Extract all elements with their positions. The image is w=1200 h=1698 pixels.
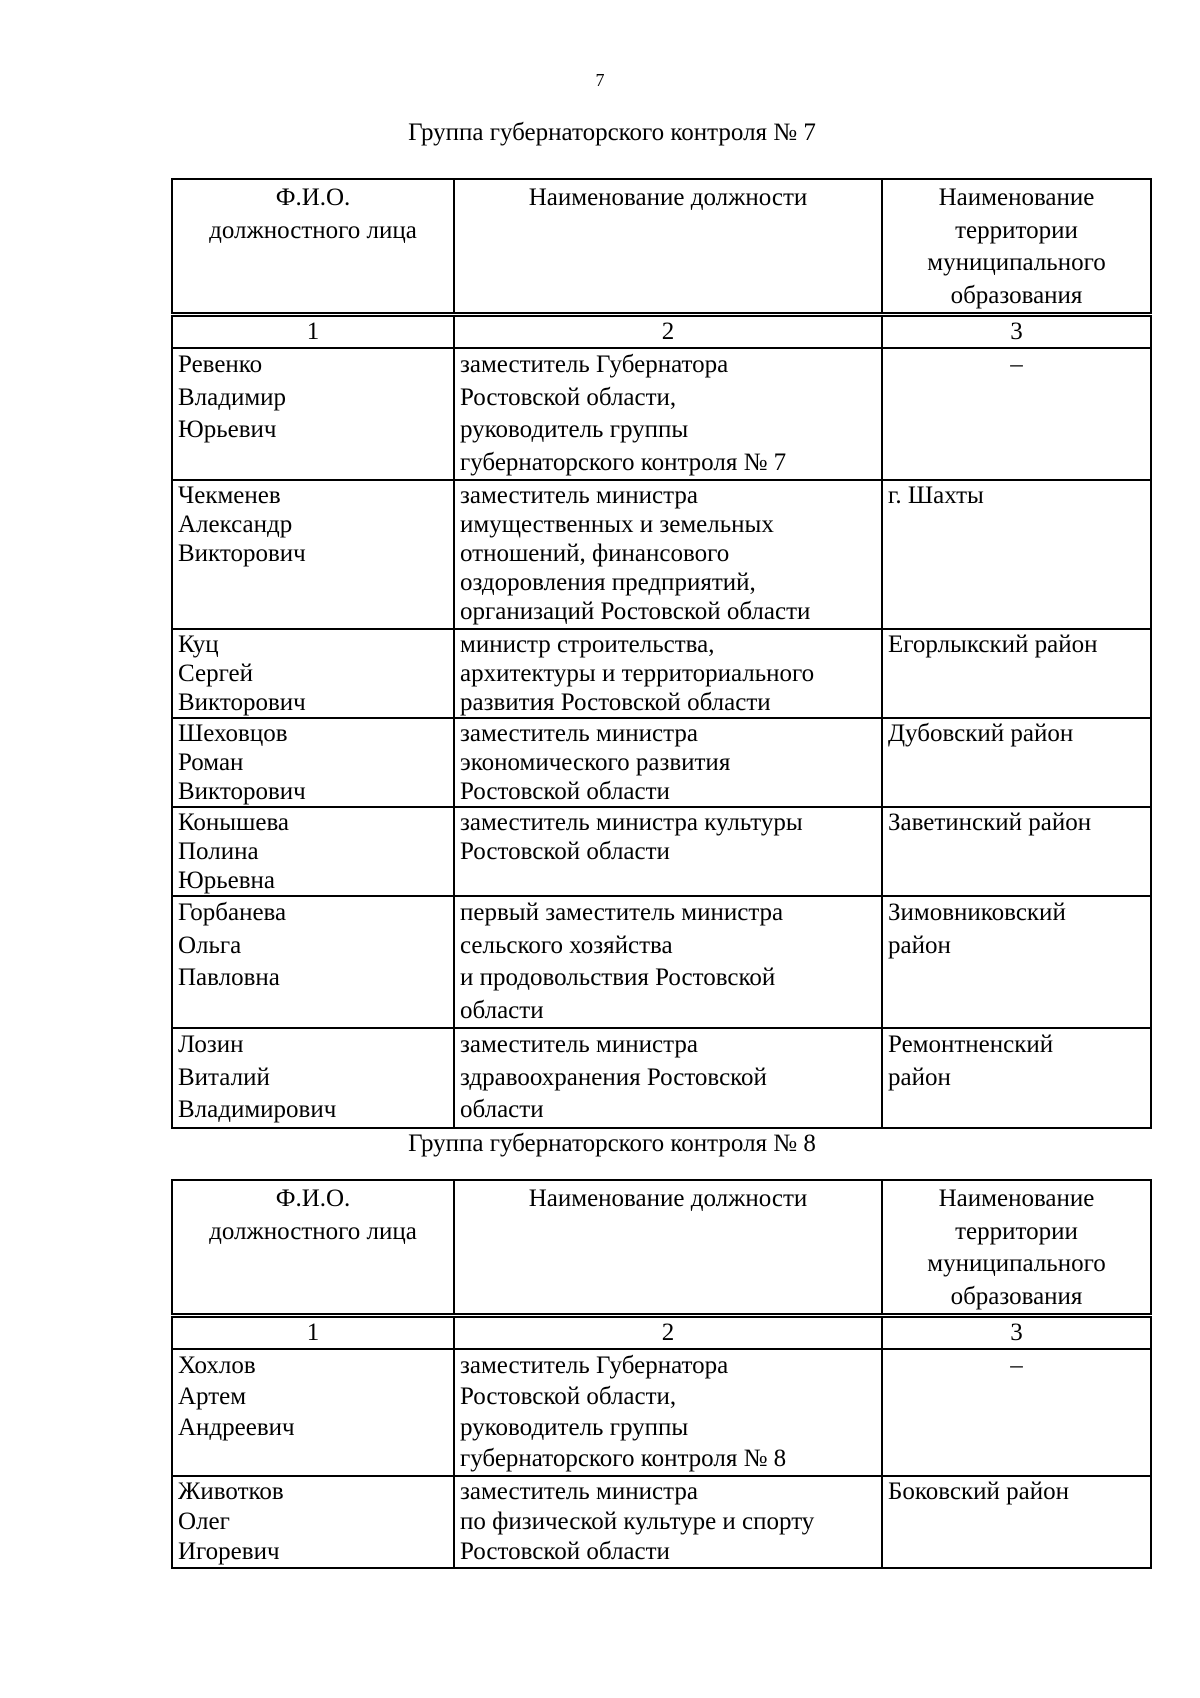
official-name-cell: Животков Олег Игоревич [172, 1476, 454, 1568]
territory-cell: – [882, 1349, 1151, 1476]
position-cell: заместитель министра культуры Ростовской области [454, 807, 882, 896]
territory-cell: Дубовский район [882, 718, 1151, 807]
column-number-row [172, 1316, 1151, 1350]
table-header-row [172, 1180, 1151, 1316]
official-name-cell: Горбанева Ольга Павловна [172, 896, 454, 1028]
official-name-cell: Чекменев Александр Викторович [172, 480, 454, 629]
table-header-row [172, 179, 1151, 315]
group-7-title: Группа губернаторского контроля № 7 [408, 119, 816, 146]
official-name-cell: Лозин Виталий Владимирович [172, 1028, 454, 1128]
territory-cell: Заветинский район [882, 807, 1151, 896]
header-territory: Наименование территории муниципального образования [882, 1180, 1151, 1316]
official-name-cell: Хохлов Артем Андреевич [172, 1349, 454, 1476]
table-row [172, 1349, 1151, 1476]
table-row [172, 480, 1151, 629]
table-row [172, 629, 1151, 718]
group-8-table [171, 1179, 1152, 1569]
position-cell: заместитель министра экономического развития Ростовской области [454, 718, 882, 807]
header-name: Ф.И.О. должностного лица [172, 179, 454, 315]
column-number: 1 [172, 315, 454, 349]
table-row [172, 1028, 1151, 1128]
header-territory: Наименование территории муниципального образования [882, 179, 1151, 315]
territory-cell: Егорлыкский район [882, 629, 1151, 718]
group-8-title: Группа губернаторского контроля № 8 [408, 1130, 816, 1157]
territory-cell: Зимовниковский район [882, 896, 1151, 1028]
position-cell: заместитель министра по физической культуре и спорту Ростовской области [454, 1476, 882, 1568]
column-number: 2 [454, 1316, 882, 1350]
position-cell: заместитель Губернатора Ростовской области, руководитель группы губернаторского контроля № 7 [454, 348, 882, 480]
territory-cell: – [882, 348, 1151, 480]
column-number: 1 [172, 1316, 454, 1350]
header-name: Ф.И.О. должностного лица [172, 1180, 454, 1316]
official-name-cell: Ревенко Владимир Юрьевич [172, 348, 454, 480]
table-row [172, 1476, 1151, 1568]
territory-cell: г. Шахты [882, 480, 1151, 629]
position-cell: министр строительства, архитектуры и территориального развития Ростовской области [454, 629, 882, 718]
position-cell: заместитель Губернатора Ростовской области, руководитель группы губернаторского контроля № 8 [454, 1349, 882, 1476]
column-number: 3 [882, 1316, 1151, 1350]
column-number: 2 [454, 315, 882, 349]
group-7-table [171, 178, 1152, 1129]
position-cell: заместитель министра здравоохранения Ростовской области [454, 1028, 882, 1128]
column-number: 3 [882, 315, 1151, 349]
page-number: 7 [595, 70, 605, 90]
header-position: Наименование должности [454, 1180, 882, 1316]
table-row [172, 896, 1151, 1028]
table-row [172, 718, 1151, 807]
table-row [172, 807, 1151, 896]
official-name-cell: Куц Сергей Викторович [172, 629, 454, 718]
territory-cell: Боковский район [882, 1476, 1151, 1568]
official-name-cell: Конышева Полина Юрьевна [172, 807, 454, 896]
territory-cell: Ремонтненский район [882, 1028, 1151, 1128]
position-cell: первый заместитель министра сельского хозяйства и продовольствия Ростовской области [454, 896, 882, 1028]
column-number-row [172, 315, 1151, 349]
table-row [172, 348, 1151, 480]
official-name-cell: Шеховцов Роман Викторович [172, 718, 454, 807]
header-position: Наименование должности [454, 179, 882, 315]
position-cell: заместитель министра имущественных и земельных отношений, финансового оздоровления предприятий, организаций Ростовской области [454, 480, 882, 629]
